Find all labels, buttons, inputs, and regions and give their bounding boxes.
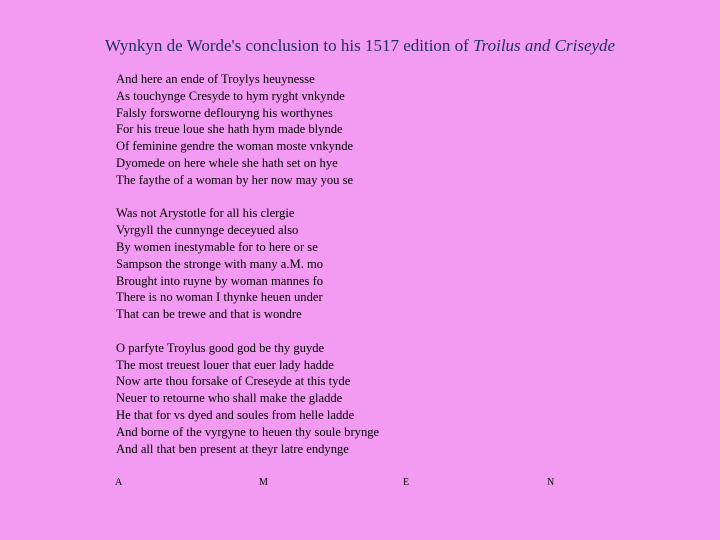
footer-letter-n: N	[547, 477, 555, 488]
poem-line: Neuer to retourne who shall make the gladde	[116, 391, 343, 406]
stanza-3	[116, 340, 379, 458]
poem-line: Vyrgyll the cunnynge deceyued also	[116, 223, 299, 238]
title-italic-work: Troilus and Criseyde	[473, 36, 616, 55]
poem-line: O parfyte Troylus good god be thy guyde	[116, 340, 325, 355]
page-title	[0, 36, 720, 56]
poem-line: And all that ben present at theyr latre endynge	[116, 441, 349, 456]
poem-line: By women inestymable for to here or se	[116, 239, 318, 254]
poem-line: He that for vs dyed and soules from helle ladde	[116, 407, 355, 422]
poem-line: For his treue loue she hath hym made blynde	[116, 122, 343, 137]
poem-line: Dyomede on here whele she hath set on hye	[116, 155, 338, 170]
poem-line: There is no woman I thynke heuen under	[116, 290, 323, 305]
poem	[116, 71, 379, 457]
footer-letter-e: E	[403, 477, 410, 488]
footer-letter-a: A	[115, 477, 123, 488]
poem-line: Was not Arystotle for all his clergie	[116, 206, 295, 221]
poem-line: That can be trewe and that is wondre	[116, 307, 302, 322]
poem-line: The faythe of a woman by her now may you se	[116, 172, 354, 187]
poem-line: Brought into ruyne by woman mannes fo	[116, 273, 324, 288]
footer-letter-m: M	[259, 477, 268, 488]
poem-line: Falsly forsworne deflouryng his worthynes	[116, 105, 333, 120]
poem-line: As touchynge Cresyde to hym ryght vnkynde	[116, 88, 345, 103]
poem-line: Now arte thou forsake of Creseyde at this tyde	[116, 374, 351, 389]
poem-line: And borne of the vyrgyne to heuen thy soule brynge	[116, 424, 380, 439]
poem-line: The most treuest louer that euer lady hadde	[116, 357, 334, 372]
stanza-1	[116, 71, 379, 189]
stanza-2	[116, 205, 379, 323]
poem-line: Of feminine gendre the woman moste vnkynde	[116, 139, 354, 154]
poem-line: Sampson the stronge with many a.M. mo	[116, 256, 324, 271]
poem-line: And here an ende of Troylys heuynesse	[116, 72, 315, 86]
title-text: Wynkyn de Worde's conclusion to his 1517 edition of	[104, 36, 474, 55]
